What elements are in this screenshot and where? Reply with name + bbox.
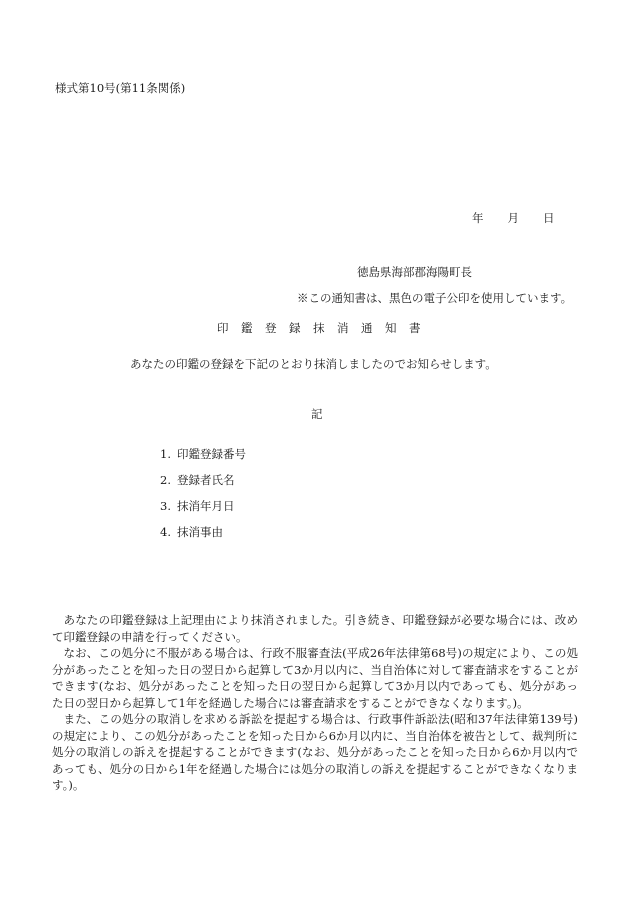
list-item	[160, 446, 246, 462]
date-year-label: 年	[472, 211, 484, 225]
form-number: 様式第10号(第11条関係)	[55, 81, 186, 95]
paragraph-reregistration: あなたの印鑑登録は上記理由により抹消されました。引き続き、印鑑登録が必要な場合には、改めて印鑑登録の申請を行ってください。	[52, 613, 578, 644]
intro-text: あなたの印鑑の登録を下記のとおり抹消しましたのでお知らせします。	[130, 357, 497, 371]
item-number: 3.	[160, 499, 171, 513]
date-line	[472, 210, 555, 226]
document-title: 印鑑登録抹消通知書	[217, 321, 433, 335]
item-number: 1.	[160, 447, 171, 461]
paragraph-lawsuit: また、この処分の取消しを求める訴訟を提起する場合は、行政事件訴訟法(昭和37年法律第139号)の規定により、この処分があったことを知った日から6か月以内に、当自治体を被告として、裁判所に処分の取消しの訴えを提起することができます(なお、処分があったことを知った日から6か月以内であっても、処分の日から1年を経過した場合には処分の取消しの訴えを提起することができなくなります。)。	[52, 712, 578, 792]
paragraph-appeal-review: なお、この処分に不服がある場合は、行政不服審査法(平成26年法律第68号)の規定により、この処分があったことを知った日の翌日から起算して3か月以内に、当自治体に対して審査請求をすることができます(なお、処分があったことを知った日の翌日から起算して3か月以内であっても、処分があった日の翌日から起算して1年を経過した場合には審査請求をすることができなくなります。)。	[52, 646, 578, 710]
item-label: 抹消事由	[177, 525, 223, 539]
ki-heading: 記	[311, 407, 323, 421]
item-number: 2.	[160, 473, 171, 487]
seal-notice: ※この通知書は、黒色の電子公印を使用しています。	[297, 291, 573, 305]
item-number: 4.	[160, 525, 171, 539]
date-month-label: 月	[507, 211, 519, 225]
item-label: 登録者氏名	[177, 473, 235, 487]
list-item	[160, 498, 235, 514]
body-text	[52, 612, 578, 794]
list-item	[160, 472, 235, 488]
date-day-label: 日	[543, 211, 555, 225]
item-label: 抹消年月日	[177, 499, 235, 513]
item-label: 印鑑登録番号	[177, 447, 246, 461]
list-item	[160, 524, 223, 540]
issuer-name: 徳島県海部郡海陽町長	[357, 265, 472, 279]
